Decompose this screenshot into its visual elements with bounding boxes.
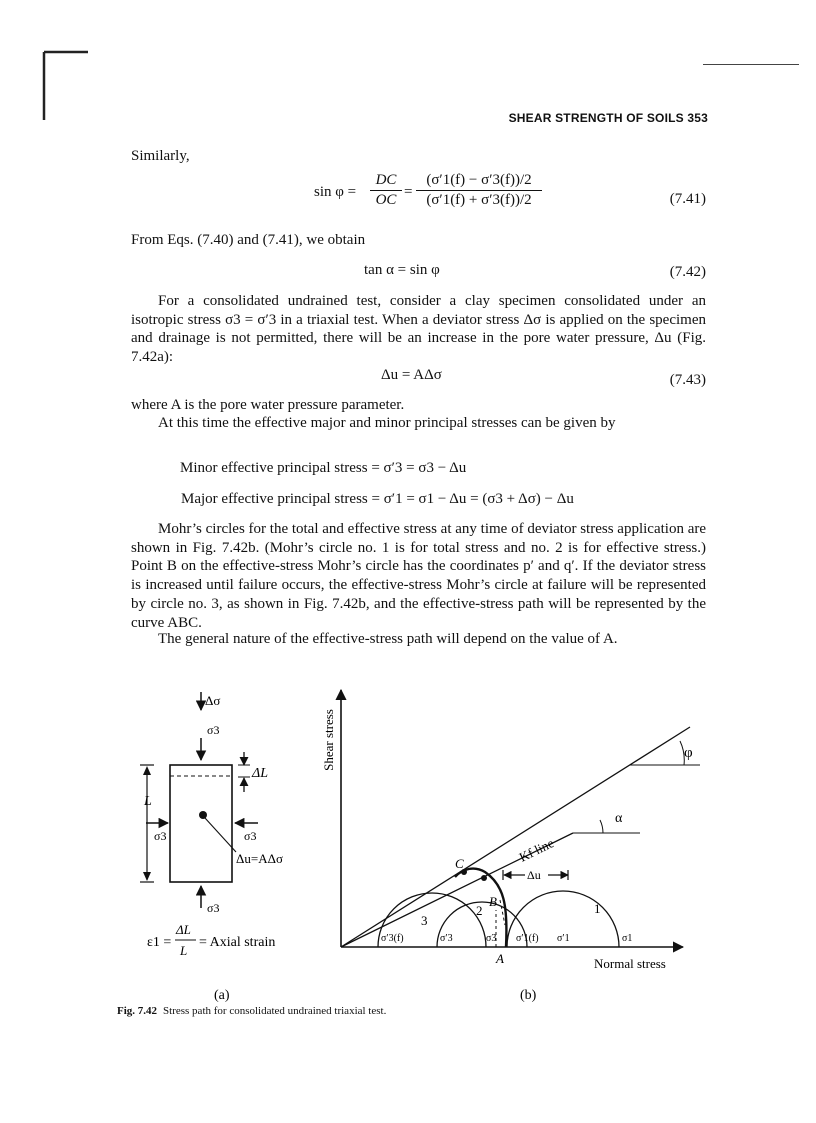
fig-a-delta-sigma: Δσ [205,693,221,708]
fig-a-sigma3-bottom: σ3 [207,901,220,915]
alpha-angle-arc [600,820,603,833]
strain-lhs: ε1 = [147,935,172,950]
phi-label: φ [684,745,693,761]
delta-u-label: Δu [527,868,541,882]
sigma3f-label: σ′3(f) [381,933,404,944]
x-axis-label: Normal stress [594,956,666,971]
major-stress-eq: Major effective principal stress = σ′1 = σ1 − Δu = (σ3 + Δσ) − Δu [181,491,574,507]
kf-line-label: Kf line [516,835,557,865]
from-eqs-text: From Eqs. (7.40) and (7.41), we obtain [131,232,366,248]
figure-number: Fig. 7.42 [117,1005,158,1017]
fig-a-length: L [144,794,152,809]
fig-a-sigma3-left: σ3 [154,829,167,843]
fig-a-sigma3-top: σ3 [207,723,220,737]
paragraph-mohrs-circles: Mohr’s circles for the total and effective stress at any time of deviator stress application are shown in Fig. 7.42b. (Mohr’s circle no. 1 is for total stress and no. 2 is for effective stress.) Point B on the effective-stress Mohr’s circle has the coordinates p′ and q′. If the deviator stress is increased until failure occurs, the effective-stress Mohr’s circle at failure will be represented by circle no. 3, as shown in Fig. 7.42b, and the effective-stress path will be represented by the curve ABC. [131,521,707,631]
paragraph-consolidated-undrained: For a consolidated undrained test, consider a clay specimen consolidated under an isotropic stress σ3 = σ′3 in a triaxial test. When a deviator stress Δσ is applied on the specimen and drainage is not permitted, there will be an increase in the pore water pressure, Δu (Fig. 7.42a): [131,293,706,366]
sigma1-prime-label: σ′1 [557,933,570,944]
circle-1-label: 1 [594,901,601,916]
sigma1-label: σ1 [622,933,633,944]
sigma3-label: σ3 [486,933,497,944]
eq742-expr: tan α = sin φ [364,262,440,278]
point-b-label: B [489,894,497,909]
running-head: SHEAR STRENGTH OF SOILS 353 [508,111,708,125]
eq741-equals: = [404,184,413,200]
strain-den: L [180,943,188,958]
panel-b-label: (b) [520,988,537,1003]
y-axis-label: Shear stress [321,709,336,771]
figure-caption-text: Stress path for consolidated undrained triaxial test. [163,1005,387,1017]
similarly-text: Similarly, [131,148,190,164]
point-c-label: C [455,856,464,871]
eq741-label: (7.41) [669,191,706,207]
eq741-num2: (σ′1(f) − σ′3(f))/2 [426,172,532,188]
paragraph-general-nature: The general nature of the effective-stress path will depend on the value of A. [158,631,618,647]
at-this-time-text: At this time the effective major and minor principal stresses can be given by [158,415,616,431]
fig-a-pore-pressure: Δu=AΔσ [236,851,283,866]
eq741-num1: DC [375,172,397,188]
eq742-label: (7.42) [669,264,706,280]
sigma3-prime-label: σ′3 [440,933,453,944]
circle-3-label: 3 [421,913,428,928]
eq741-den2: (σ′1(f) + σ′3(f))/2 [426,192,532,208]
eq743-expr: Δu = AΔσ [381,367,442,383]
strain-num: ΔL [176,922,191,937]
panel-a-label: (a) [214,988,230,1003]
eq743-label: (7.43) [669,372,706,388]
strain-rhs: = Axial strain [199,935,276,950]
figure-caption [117,1005,386,1017]
eq741-den1: OC [375,192,397,208]
point-b [481,875,487,881]
circle-2-label: 2 [476,903,483,918]
where-a-text: where A is the pore water pressure parameter. [131,397,405,413]
fig-a-delta-l: ΔL [252,766,269,781]
point-a-label: A [496,951,504,966]
alpha-label: α [615,811,623,826]
eq741-lhs: sin φ = [314,184,357,200]
sigma1f-label: σ′1(f) [516,933,539,944]
minor-stress-eq: Minor effective principal stress = σ′3 = σ3 − Δu [180,460,467,476]
fig-a-sigma3-right: σ3 [244,829,257,843]
failure-envelope [341,727,690,947]
